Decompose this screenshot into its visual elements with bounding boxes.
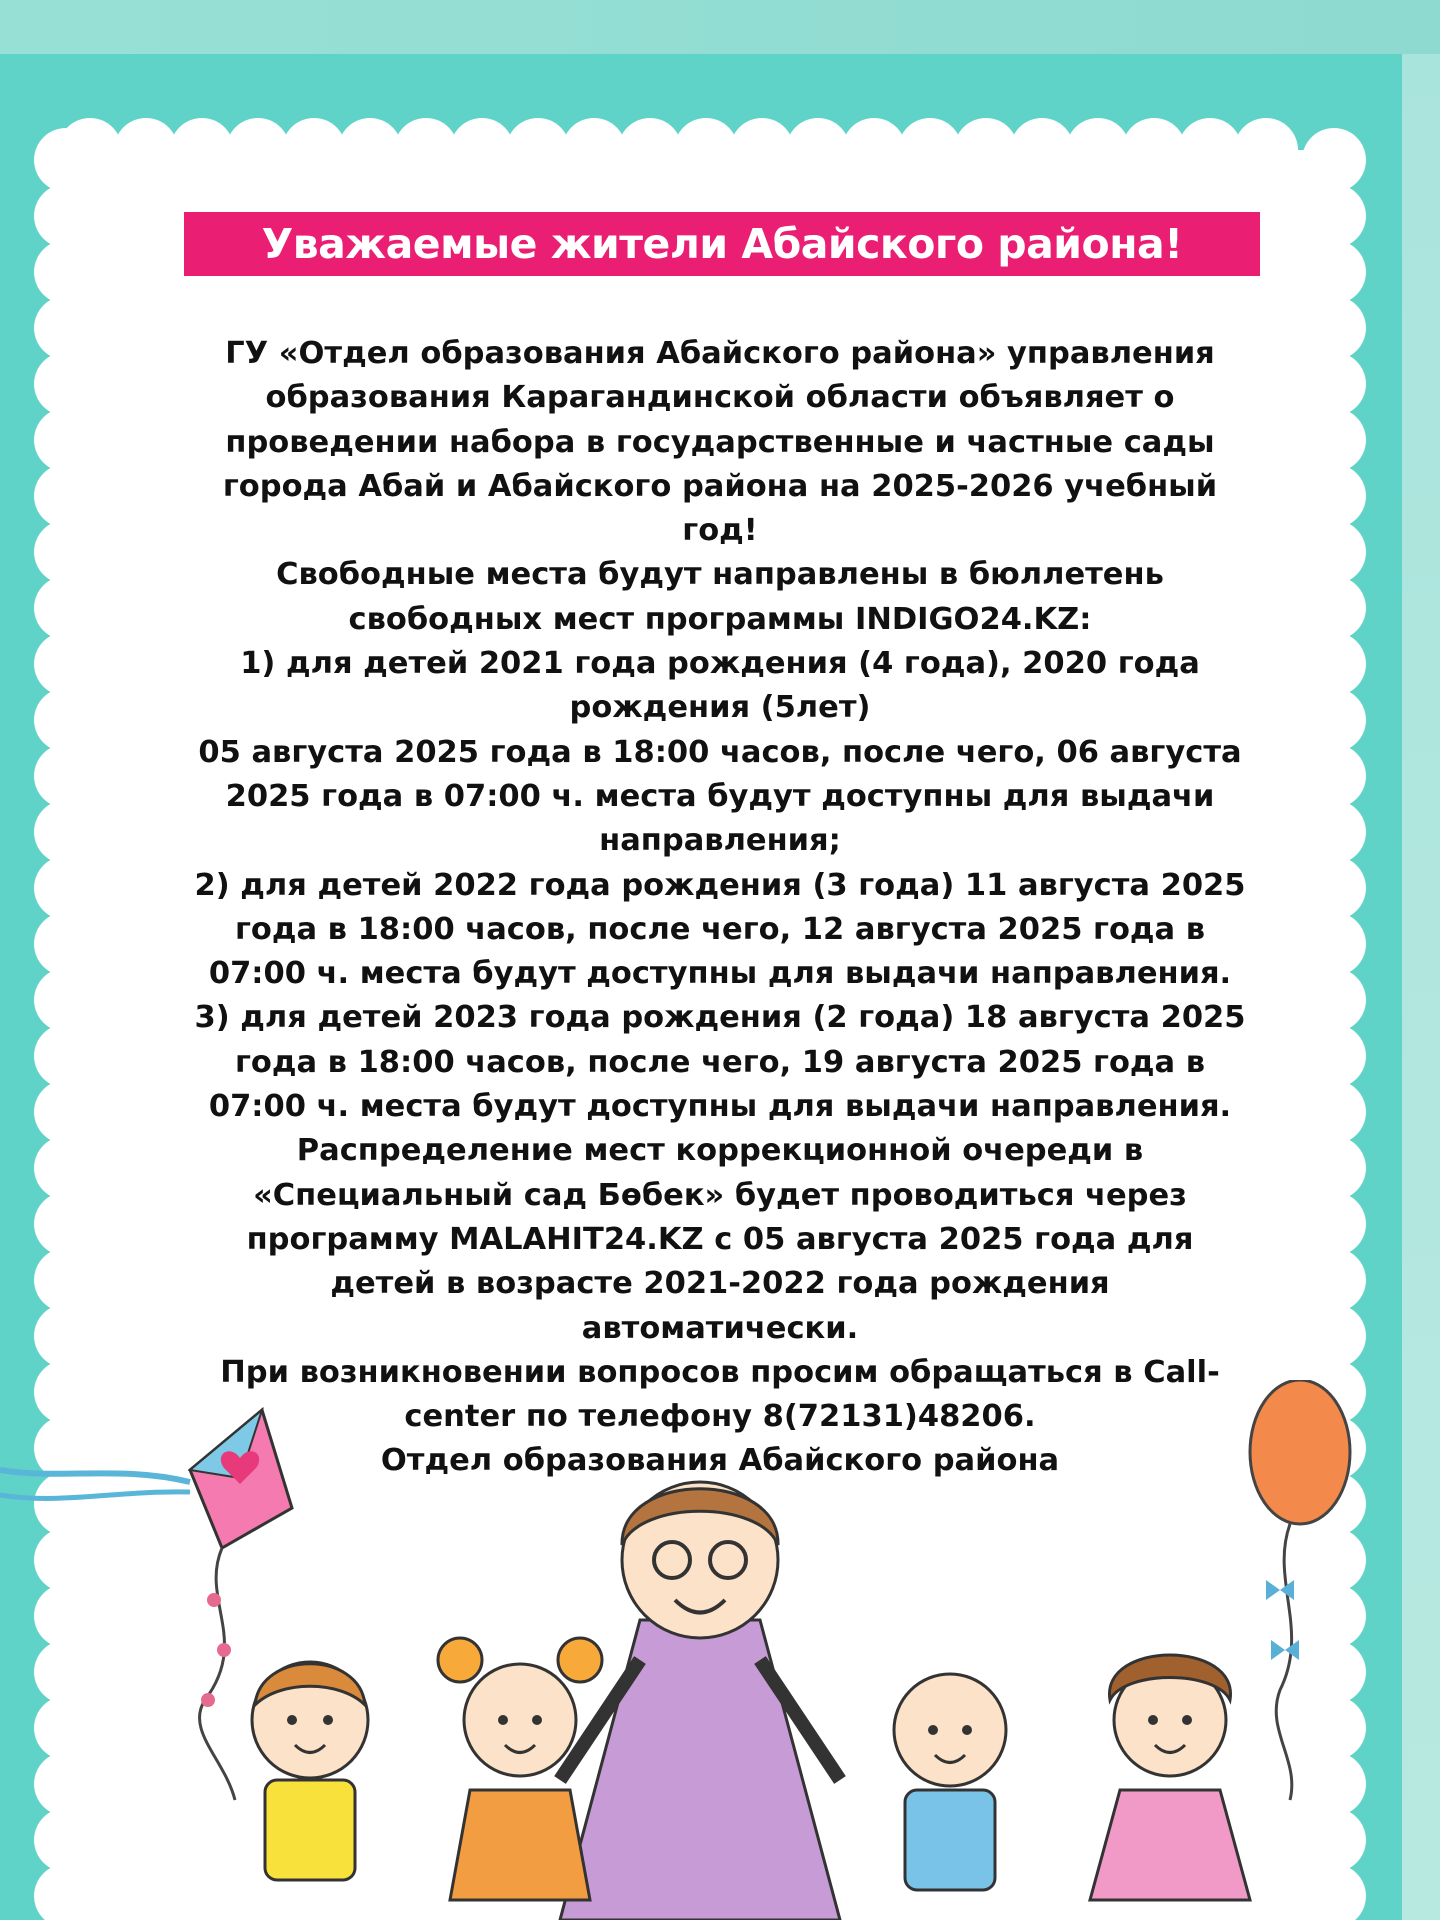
body-line: Распределение мест коррекционной очереди в — [296, 1133, 1144, 1169]
body-line: года в 18:00 часов, после чего, 19 августа 2025 года в — [234, 1044, 1206, 1080]
body-line: 07:00 ч. места будут доступны для выдачи направления. — [208, 956, 1232, 992]
body-line: «Специальный сад Бөбек» будет проводиться через — [253, 1177, 1187, 1213]
body-line: программу MALAHIT24.KZ с 05 августа 2025 года для — [246, 1221, 1194, 1257]
body-line: года в 18:00 часов, после чего, 12 августа 2025 года в — [234, 911, 1206, 947]
child-blue — [894, 1674, 1006, 1890]
body-line: города Абай и Абайского района на 2025-2026 учебный — [222, 468, 1218, 504]
announcement-body — [150, 332, 1290, 1484]
body-line: 05 августа 2025 года в 18:00 часов, после чего, 06 августа — [198, 734, 1242, 770]
announcement-heading: Уважаемые жители Абайского района! — [184, 212, 1260, 276]
body-line: рождения (5лет) — [569, 690, 871, 726]
body-line: образования Карагандинской области объявляет о — [265, 380, 1175, 416]
body-line: Отдел образования Абайского района — [380, 1443, 1060, 1479]
body-line: автоматически. — [581, 1310, 859, 1346]
body-line: 2) для детей 2022 года рождения (3 года) 11 августа 2025 — [194, 867, 1246, 903]
body-line: свободных мест программы INDIGO24.KZ: — [348, 601, 1092, 637]
body-line: Свободные места будут направлены в бюллетень — [276, 557, 1164, 593]
body-line: ГУ «Отдел образования Абайского района» управления — [225, 336, 1215, 371]
body-line: направления; — [599, 823, 841, 859]
balloon-icon — [1250, 1380, 1350, 1800]
child-pink — [1090, 1655, 1250, 1900]
kite-icon — [0, 1410, 292, 1800]
body-line: проведении набора в государственные и частные сады — [225, 424, 1215, 460]
teacher-figure — [560, 1482, 840, 1920]
body-line: 07:00 ч. места будут доступны для выдачи направления. — [208, 1089, 1232, 1125]
child-orange — [438, 1638, 602, 1900]
body-line: 3) для детей 2023 года рождения (2 года) 18 августа 2025 — [194, 1000, 1246, 1036]
body-line: При возникновении вопросов просим обращаться в Call- — [220, 1354, 1220, 1390]
body-line: год! — [682, 513, 758, 549]
body-line: детей в возрасте 2021-2022 года рождения — [330, 1266, 1110, 1302]
body-line: 1) для детей 2021 года рождения (4 года), 2020 года — [240, 646, 1200, 682]
body-line: 2025 года в 07:00 ч. места будут доступны для выдачи — [225, 778, 1215, 814]
children-illustration — [0, 1380, 1440, 1920]
body-line: center по телефону 8(72131)48206. — [404, 1399, 1036, 1435]
child-yellow — [252, 1662, 368, 1880]
